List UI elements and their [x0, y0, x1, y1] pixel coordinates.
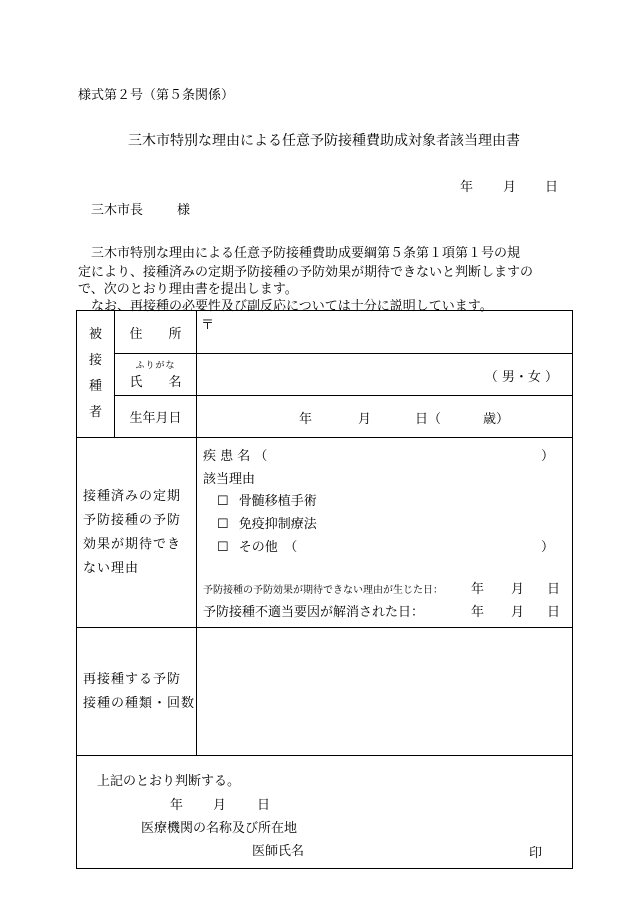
institution-label: 医療機関の名称及び所在地 — [141, 821, 298, 836]
recipient-group-cell — [77, 311, 115, 438]
dob-day: 日（ — [415, 412, 442, 427]
revaccination-label-cell — [77, 628, 197, 756]
judgement-day: 日 — [257, 798, 271, 813]
submission-month: 月 — [503, 180, 517, 195]
reason-label-cell — [77, 438, 197, 628]
checkbox-icon[interactable]: ☐ — [217, 540, 229, 555]
disease-label: 疾 患 名 （ — [203, 449, 268, 464]
gender-select[interactable]: （ 男・女 ） — [484, 370, 558, 385]
intro-line-4: なお、再接種の必要性及び副反応については十分に説明しています。 — [91, 299, 493, 314]
postal-mark: 〒 — [201, 318, 215, 333]
reason-field — [197, 438, 573, 628]
option-immunosuppressive[interactable]: ☐ 免疫抑制療法 — [217, 517, 317, 532]
furigana-label: ふりがな — [135, 360, 176, 371]
option-other[interactable]: ☐ その他 （ — [217, 540, 298, 555]
resolved-day: 日 — [547, 605, 561, 620]
disease-close: ） — [540, 449, 554, 464]
form-number: 様式第２号（第５条関係） — [78, 88, 235, 103]
dob-field[interactable] — [197, 396, 573, 438]
application-form-table — [76, 310, 573, 869]
applicable-reason-label: 該当理由 — [203, 472, 256, 487]
doctor-name-label: 医師氏名 — [252, 844, 305, 859]
address-field[interactable] — [197, 311, 573, 354]
arose-year: 年 — [471, 582, 485, 597]
resolved-month: 月 — [511, 605, 525, 620]
addressee: 三木市長 — [91, 203, 144, 218]
dob-label-cell — [115, 396, 197, 438]
revaccination-label: 再接種する予防 接種の種類・回数 — [83, 671, 196, 711]
intro-line-1: 三木市特別な理由による任意予防接種費助成要綱第５条第１項第１号の規 — [91, 246, 521, 261]
resolved-date-label: 予防接種不適当要因が解消された日： — [203, 605, 425, 620]
intro-line-3: で、次のとおり理由書を提出します。 — [78, 282, 298, 297]
checkbox-icon[interactable]: ☐ — [217, 494, 229, 509]
recipient-group-label: 被 接 種 者 — [88, 327, 102, 420]
submission-year: 年 — [460, 180, 474, 195]
option-bone-marrow[interactable]: ☐ 骨髄移植手術 — [217, 494, 317, 509]
judgement-year: 年 — [170, 798, 184, 813]
revaccination-field[interactable] — [197, 628, 573, 756]
arose-day: 日 — [547, 582, 561, 597]
arose-month: 月 — [511, 582, 525, 597]
dob-year: 年 — [299, 412, 313, 427]
intro-line-2: 定により、接種済みの定期予防接種の予防効果が期待できないと判断しますの — [78, 265, 534, 280]
address-label-cell — [115, 311, 197, 354]
reason-arose-date-label: 予防接種の予防効果が期待できない理由が生じた日： — [203, 585, 443, 596]
other-close: ） — [540, 540, 554, 555]
dob-label: 生年月日 — [129, 411, 182, 426]
document-title: 三木市特別な理由による任意予防接種費助成対象者該当理由書 — [128, 133, 520, 149]
checkbox-icon[interactable]: ☐ — [217, 517, 229, 532]
reason-label: 接種済みの定期 予防接種の予防 効果が期待でき ない理由 — [83, 488, 182, 576]
addressee-honorific: 様 — [177, 203, 191, 218]
judgement-statement: 上記のとおり判断する。 — [97, 774, 241, 789]
dob-month: 月 — [358, 412, 372, 427]
name-label: 氏 名 — [129, 374, 182, 390]
judgement-cell — [77, 756, 573, 869]
judgement-month: 月 — [213, 798, 227, 813]
address-label: 住 所 — [129, 326, 182, 342]
dob-age: 歳） — [483, 412, 510, 427]
name-field[interactable] — [197, 354, 573, 396]
submission-day: 日 — [545, 180, 559, 195]
seal-mark: 印 — [529, 846, 543, 861]
name-label-cell — [115, 354, 197, 396]
resolved-year: 年 — [471, 605, 485, 620]
